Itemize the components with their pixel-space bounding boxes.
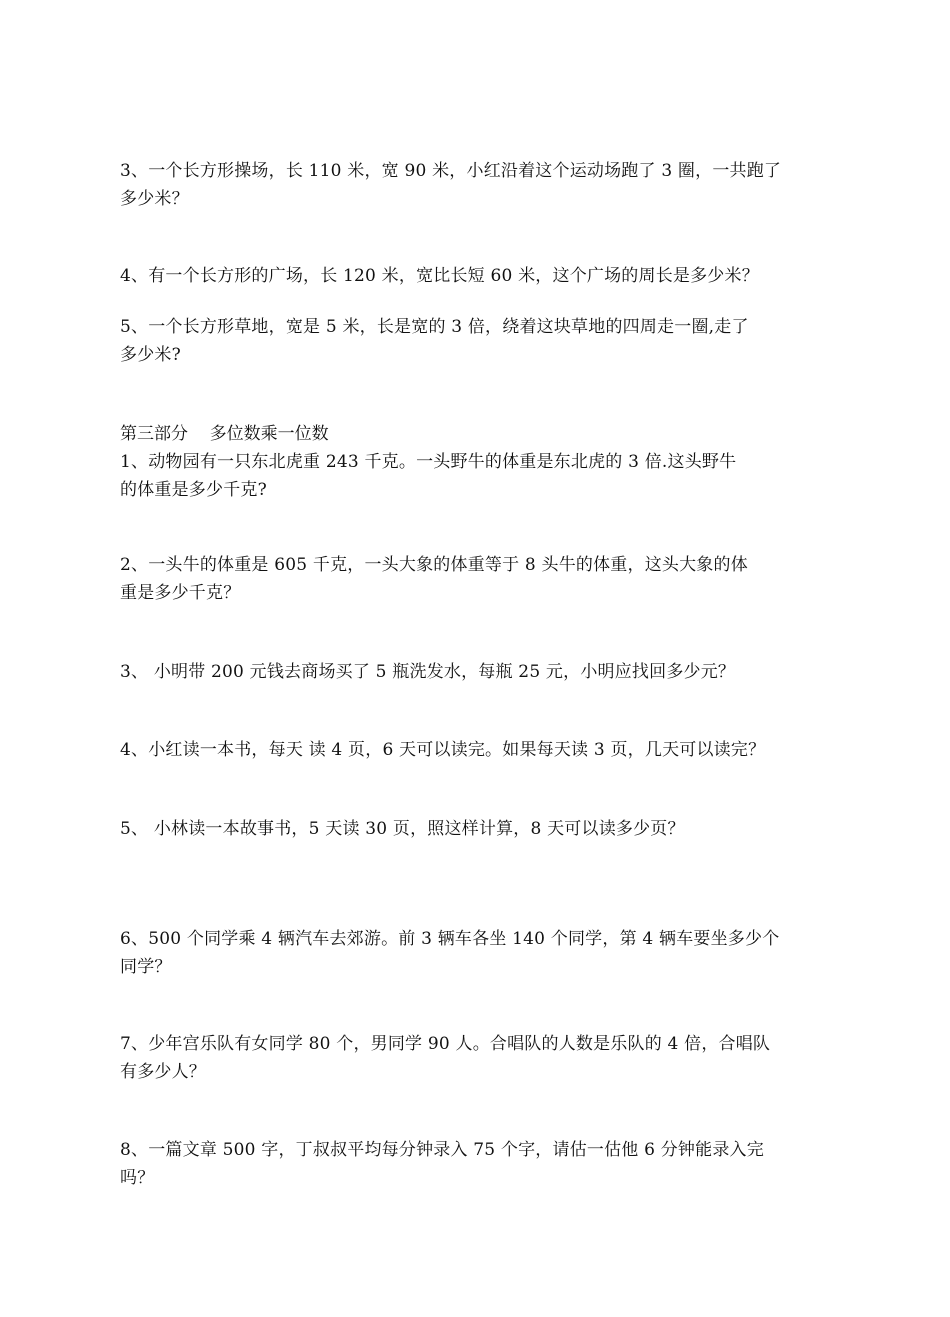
- section-heading: 第三部分 多位数乘一位数: [120, 424, 329, 444]
- question-p2-3: [120, 157, 835, 213]
- question-p3-7: [120, 1030, 835, 1086]
- question-text-line: 3、一个长方形操场，长 110 米，宽 90 米，小红沿着这个运动场跑了 3 圈，一共跑了: [120, 161, 782, 181]
- question-text-line: 4、有一个长方形的广场，长 120 米，宽比长短 60 米，这个广场的周长是多少米？: [120, 266, 759, 286]
- question-p3-6: [120, 925, 835, 981]
- question-text-line: 同学？: [120, 957, 172, 977]
- question-p2-4: [120, 262, 835, 290]
- question-text-line: 8、一篇文章 500 字，丁叔叔平均每分钟录入 75 个字，请估一估他 6 分钟能录入完: [120, 1140, 764, 1160]
- question-text-line: 7、少年宫乐队有女同学 80 个，男同学 90 人。合唱队的人数是乐队的 4 倍，合唱队: [120, 1034, 771, 1054]
- question-text-line: 5、 小林读一本故事书，5 天读 30 页，照这样计算，8 天可以读多少页？: [120, 819, 685, 839]
- question-text-line: 4、小红读一本书，每天 读 4 页，6 天可以读完。如果每天读 3 页，几天可以读完？: [120, 740, 766, 760]
- question-text-line: 5、一个长方形草地，宽是 5 米，长是宽的 3 倍，绕着这块草地的四周走一圈,走了: [120, 317, 749, 337]
- question-p3-1: [120, 448, 835, 504]
- question-p3-2: [120, 551, 835, 607]
- question-text-line: 有多少人？: [120, 1062, 206, 1082]
- question-p3-4: [120, 736, 835, 764]
- question-text-line: 3、 小明带 200 元钱去商场买了 5 瓶洗发水，每瓶 25 元，小明应找回多少元？: [120, 662, 736, 682]
- question-text-line: 多少米？: [120, 189, 189, 209]
- question-text-line: 多少米?: [120, 345, 181, 365]
- question-text-line: 1、动物园有一只东北虎重 243 千克。一头野牛的体重是东北虎的 3 倍.这头野牛: [120, 452, 737, 472]
- question-text-line: 6、500 个同学乘 4 辆汽车去郊游。前 3 辆车各坐 140 个同学，第 4 辆车要坐多少个: [120, 929, 780, 949]
- question-p3-5: [120, 815, 835, 843]
- question-text-line: 2、一头牛的体重是 605 千克，一头大象的体重等于 8 头牛的体重，这头大象的体: [120, 555, 748, 575]
- question-p2-5: [120, 313, 835, 369]
- question-p3-8: [120, 1136, 835, 1192]
- question-text-line: 重是多少千克？: [120, 583, 241, 603]
- question-p3-3: [120, 658, 835, 686]
- question-text-line: 吗？: [120, 1168, 155, 1188]
- question-text-line: 的体重是多少千克?: [120, 480, 267, 500]
